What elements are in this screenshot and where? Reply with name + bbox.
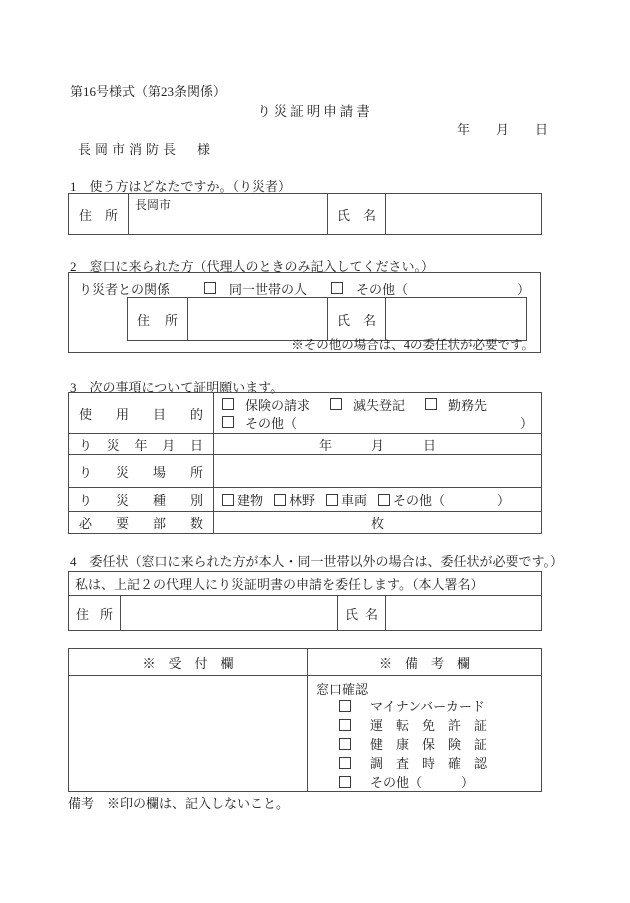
section4-address-label-cell <box>69 596 121 631</box>
purpose-row <box>69 393 542 434</box>
checkbox-vehicle-icon[interactable] <box>326 494 338 506</box>
disaster-place-label-cell <box>69 455 214 488</box>
checkbox-health-insurance-icon[interactable] <box>339 738 351 750</box>
purpose-options-line1 <box>222 395 533 413</box>
kind-option-forest <box>274 490 315 509</box>
checkbox-same-household-icon[interactable] <box>204 282 216 294</box>
address-value: 長岡市 <box>135 198 172 212</box>
disaster-kind-label: り 災 種 別 <box>79 493 203 508</box>
section1-name-field[interactable] <box>386 194 542 235</box>
section3-table <box>68 392 542 534</box>
office-use-body-row <box>69 676 542 792</box>
checkbox-drivers-license-icon[interactable] <box>339 719 351 731</box>
section1-table <box>68 193 542 235</box>
address-label: 住 所 <box>76 606 113 622</box>
window-check-label: 窓口確認 <box>316 682 369 697</box>
section4-name-label-cell <box>338 596 386 631</box>
disaster-place-label: り 災 場 所 <box>79 464 203 480</box>
checkbox-building-icon[interactable] <box>222 494 234 506</box>
insurance-claim-label: 保険の請求 <box>245 397 311 413</box>
checkbox-insurance-claim-icon[interactable] <box>222 398 234 410</box>
kind-option-other <box>378 490 510 509</box>
disaster-kind-options-cell <box>214 488 542 512</box>
checkbox-forest-icon[interactable] <box>274 494 286 506</box>
section4-name-field[interactable] <box>386 596 542 631</box>
checkbox-loss-registration-icon[interactable] <box>330 398 342 410</box>
remarks-column-header: ※ 備 考 欄 <box>308 649 542 676</box>
checkbox-mynumber-card-icon[interactable] <box>339 700 351 712</box>
drivers-license-label: 運 転 免 許 証 <box>370 718 488 733</box>
kind-option-building <box>222 490 263 509</box>
purpose-label-cell <box>69 393 214 434</box>
delegation-statement-row <box>69 572 542 596</box>
loss-registration-label: 滅失登記 <box>353 397 406 413</box>
footer-note: 備考 ※印の欄は、記入しないこと。 <box>68 796 290 811</box>
disaster-date-label-cell <box>69 434 214 455</box>
copies-label-cell <box>69 512 214 534</box>
workplace-label: 勤務先 <box>448 397 488 413</box>
form-title: り災証明申請書 <box>257 104 373 119</box>
section1-heading: 1 使う方はどなたですか。（り災者） <box>70 179 292 194</box>
name-label: 氏 名 <box>345 606 378 622</box>
checkbox-workplace-icon[interactable] <box>425 398 437 410</box>
section4-heading: 4 委任状（窓口に来られた方が本人・同一世帯以外の場合は、委任状が必要です。） <box>70 554 563 569</box>
remarks-area <box>308 676 542 792</box>
purpose-option-insurance <box>222 395 310 414</box>
section1-address-label-cell <box>69 194 129 235</box>
disaster-date-field[interactable]: 年 月 日 <box>214 434 542 455</box>
checkbox-purpose-other-icon[interactable] <box>222 416 234 428</box>
health-insurance-label: 健 康 保 険 証 <box>370 737 488 752</box>
disaster-kind-options <box>222 490 533 509</box>
check-item-drivers-license <box>308 715 541 734</box>
disaster-date-label: り 災 年 月 日 <box>79 437 203 453</box>
disaster-place-field[interactable] <box>214 455 542 488</box>
reception-column-header: ※ 受 付 欄 <box>69 649 308 676</box>
disaster-place-row <box>69 455 542 488</box>
checkbox-relation-other-icon[interactable] <box>331 282 343 294</box>
section2-note: ※その他の場合は、4の委任状が必要です。 <box>291 338 534 352</box>
check-item-health-insurance <box>308 734 541 753</box>
purpose-label: 使 用 目 的 <box>79 406 203 422</box>
delegation-statement: 私は、上記２の代理人にり災証明書の申請を委任します。（本人署名） <box>69 572 542 596</box>
section3-heading: 3 次の事項について証明願います。 <box>70 380 284 395</box>
address-label: 住 所 <box>79 207 118 223</box>
vehicle-label: 車両 <box>341 493 368 508</box>
remarks-other-label: その他（ ） <box>370 775 475 790</box>
section4-row <box>69 596 542 631</box>
section2-box <box>68 272 541 353</box>
purpose-option-other <box>222 413 297 432</box>
checkbox-kind-other-icon[interactable] <box>378 494 390 506</box>
copies-row <box>69 512 542 534</box>
kind-option-vehicle <box>326 490 367 509</box>
reception-stamp-area <box>69 676 308 792</box>
check-item-other <box>308 772 541 791</box>
section1-row <box>69 194 542 235</box>
disaster-kind-label-cell <box>69 488 214 512</box>
disaster-kind-row <box>69 488 542 512</box>
purpose-option-workplace <box>425 395 487 414</box>
survey-confirmation-label: 調 査 時 確 認 <box>370 756 488 771</box>
disaster-date-row <box>69 434 542 455</box>
section1-address-field[interactable] <box>129 194 328 235</box>
address-label: 住 所 <box>137 312 178 328</box>
window-check-block <box>308 676 541 791</box>
building-label: 建物 <box>237 493 264 508</box>
purpose-options-cell <box>214 393 542 434</box>
check-item-mynumber <box>308 696 541 715</box>
section4-address-field[interactable] <box>121 596 338 631</box>
copies-label: 必 要 部 数 <box>79 516 203 531</box>
name-label: 氏 名 <box>337 312 376 328</box>
checkbox-survey-confirmation-icon[interactable] <box>339 757 351 769</box>
purpose-option-loss <box>330 395 405 414</box>
section2-heading: 2 窓口に来られた方（代理人のときのみ記入してください。） <box>70 259 435 274</box>
purpose-other-label: その他（ <box>245 415 298 431</box>
option-relation-other-close-paren: ） <box>517 282 531 297</box>
purpose-other-close-paren: ） <box>519 415 533 431</box>
mynumber-card-label: マイナンバーカード <box>370 699 485 714</box>
forest-label: 林野 <box>289 493 316 508</box>
section4-table <box>68 571 542 631</box>
option-relation-other-label: その他（ <box>356 282 409 297</box>
date-line: 年 月 日 <box>456 122 548 137</box>
section2-address-label-cell <box>128 298 188 341</box>
section1-name-label-cell <box>328 194 386 235</box>
purpose-options-line2 <box>222 413 533 431</box>
office-use-header-row <box>69 649 542 676</box>
addressee: 長岡市消防長 様 <box>78 142 215 157</box>
check-item-survey-confirmation <box>308 753 541 772</box>
name-label: 氏 名 <box>337 207 376 223</box>
checkbox-remarks-other-icon[interactable] <box>339 776 351 788</box>
relation-label: り災者との関係 <box>79 282 171 297</box>
form-number: 第16号様式（第23条関係） <box>70 84 227 99</box>
option-same-household-label: 同一世帯の人 <box>229 282 308 297</box>
copies-field[interactable]: 枚 <box>214 512 542 534</box>
kind-other-label: その他（ ） <box>393 493 511 508</box>
office-use-table <box>68 648 542 792</box>
